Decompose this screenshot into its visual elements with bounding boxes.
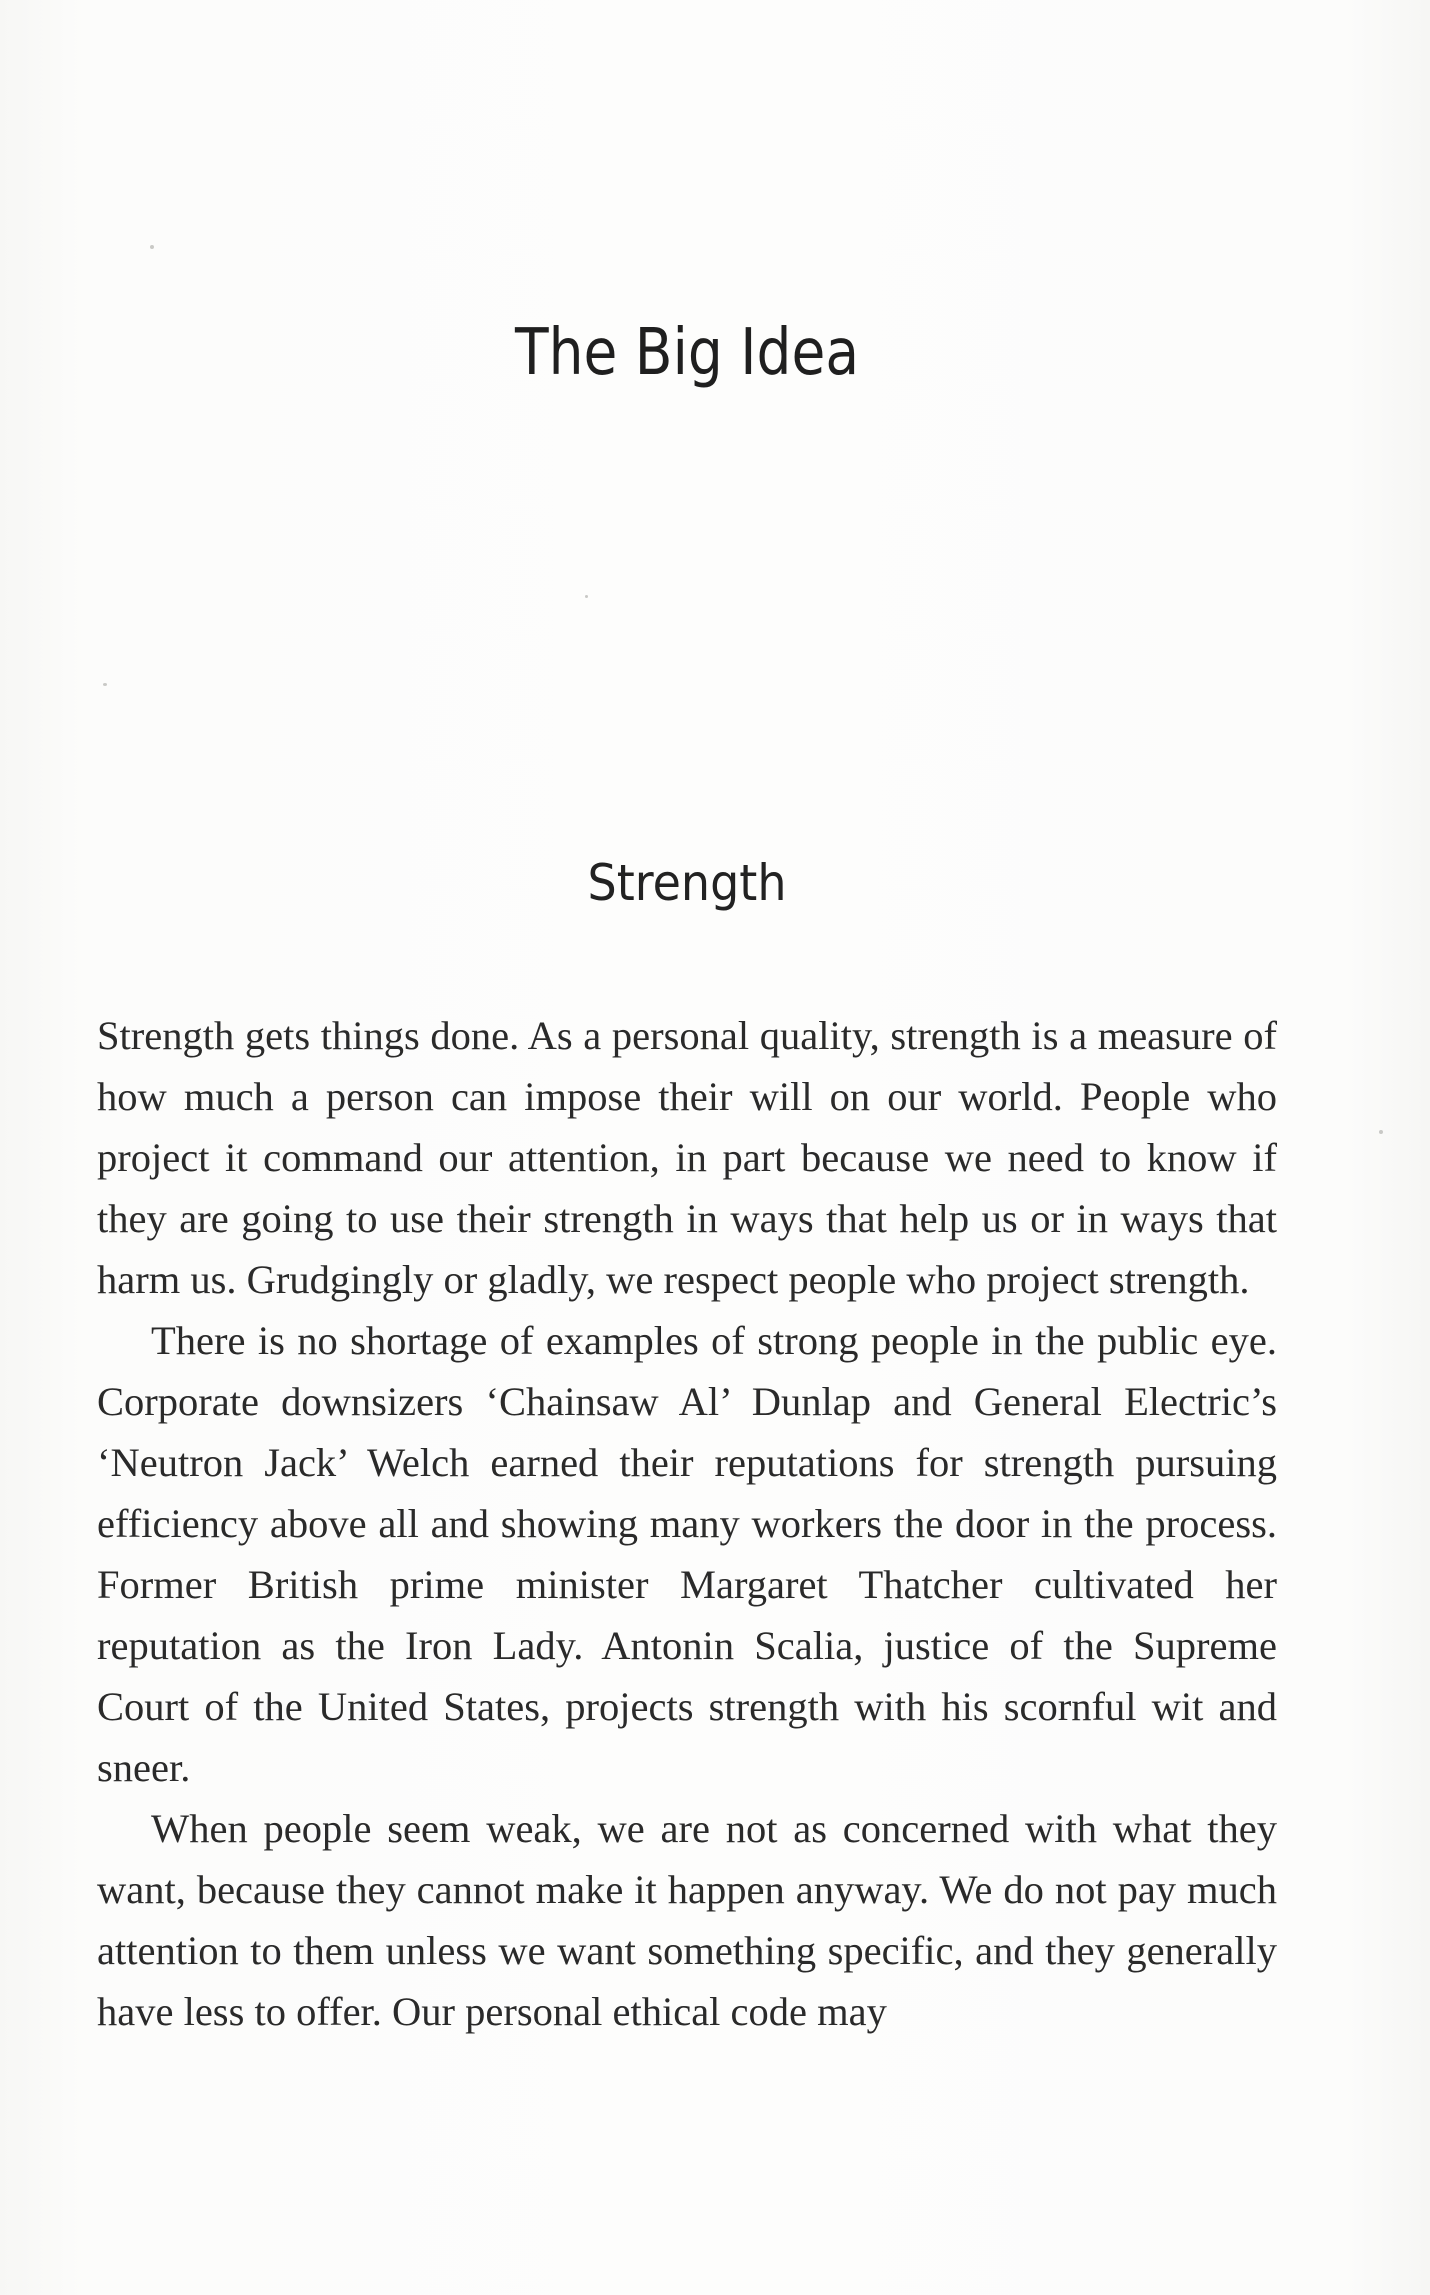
chapter-title: The Big Idea: [514, 316, 860, 390]
body-text: [97, 1005, 1277, 2042]
paper-speck: [585, 595, 588, 598]
paragraph: Strength gets things done. As a personal quality, strength is a measure of how much a person can impose their will on our world. People who project it command our attention, in part because we need to know if they are going to use their strength in ways that help us or in ways that harm us. Grudgingly or gladly, we respect people who project strength.: [97, 1013, 1277, 1302]
paragraph: There is no shortage of examples of strong people in the public eye. Corporate downsizers ‘Chainsaw Al’ Dunlap and General Electric’s ‘Neutron Jack’ Welch earned their reputations for strength pursuing efficiency above all and showing many workers the door in the process. Former British prime minister Margaret Thatcher cultivated her reputation as the Iron Lady. Antonin Scalia, justice of the Supreme Court of the United States, projects strength with his scornful wit and sneer.: [97, 1318, 1277, 1790]
paragraph: When people seem weak, we are not as concerned with what they want, because they cannot make it happen anyway. We do not pay much attention to them unless we want something specific, and they generally have less to offer. Our personal ethical code may: [97, 1806, 1277, 2034]
section-title: Strength: [587, 854, 787, 912]
paper-speck: [1379, 1130, 1383, 1134]
paper-speck: [103, 683, 107, 686]
paper-speck: [150, 245, 154, 249]
